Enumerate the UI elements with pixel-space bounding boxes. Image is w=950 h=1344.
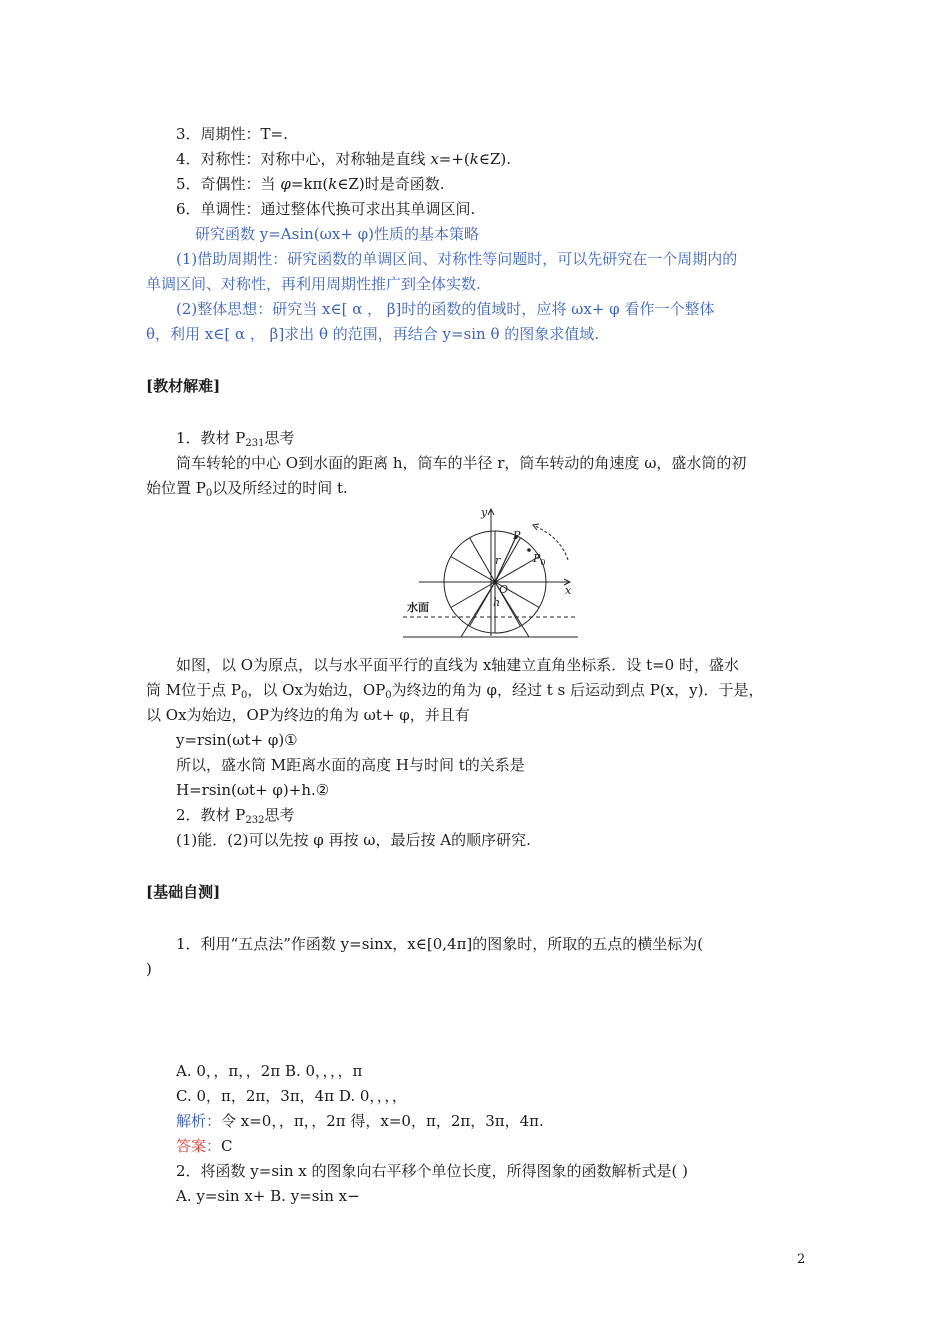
- waterwheel-text-2: 始位置 $P_0$以及所经过的时间 t.: [146, 479, 348, 499]
- point-p0: [527, 548, 531, 552]
- label-h: h: [493, 596, 501, 609]
- exercise-2-options-ab: A. y=sin x+ B. y=sin x−: [176, 1187, 360, 1205]
- label-o: O: [499, 583, 509, 596]
- label-p0: $P_0$: [533, 552, 546, 567]
- exercise-2: 2．将函数 y=sin x 的图象向右平移个单位长度，所得图象的函数解析式是( ): [176, 1162, 688, 1180]
- label-r: r: [495, 554, 501, 567]
- strategy-title: 研究函数 y=Asin(ωx+ φ)性质的基本策略: [195, 225, 480, 243]
- label-p: P: [513, 529, 521, 542]
- property-symmetry: 4．对称性：对称中心，对称轴是直线 x=+(k∈Z).: [176, 150, 512, 168]
- textbook-item-2: 2．教材 $P_{232}$思考: [176, 806, 295, 826]
- support-left: [461, 582, 495, 637]
- label-water: 水面: [407, 601, 429, 614]
- explanation-1: 如图，以 O为原点，以与水平面平行的直线为 x轴建立直角坐标系．设 t=0 时，盛水: [176, 656, 739, 674]
- explanation-3: 以 Ox为始边，OP为终边的角为 ωt+ φ，并且有: [146, 706, 470, 724]
- strategy-line-1: (1)借助周期性：研究函数的单调区间、对称性等问题时，可以先研究在一个周期内的: [176, 250, 738, 268]
- strategy-line-2: 单调区间、对称性，再利用周期性推广到全体实数.: [146, 275, 481, 293]
- formula-2: H=rsin(ωt+ φ)+h.②: [176, 781, 330, 799]
- waterwheel-text-1: 筒车转轮的中心 O到水面的距离 h，筒车的半径 r，筒车转动的角速度 ω，盛水筒的初: [176, 454, 747, 472]
- waterwheel-figure: [403, 504, 578, 642]
- exercise-1: 1．利用“五点法”作函数 y=sinx，x∈[0,4π]的图象时，所取的五点的横坐标为(: [176, 935, 704, 953]
- exercise-1-options-cd: C. 0，π，2π，3π，4π D. 0，，，，: [176, 1087, 407, 1105]
- property-monotonicity: 6．单调性：通过整体代换可求出其单调区间.: [176, 200, 476, 218]
- exercise-1-options-ab: A. 0，，π，，2π B. 0，，，，π: [176, 1062, 363, 1080]
- label-x: x: [565, 584, 572, 597]
- explanation-4: 所以，盛水筒 M距离水面的高度 H与时间 t的关系是: [176, 756, 525, 774]
- property-period: 3．周期性：T=.: [176, 125, 288, 143]
- section-header-textbook: [教材解难]: [146, 377, 221, 395]
- property-parity: 5．奇偶性：当 φ=kπ(k∈Z)时是奇函数.: [176, 175, 445, 193]
- label-y: y: [481, 506, 488, 519]
- exercise-1-end: ): [146, 960, 152, 978]
- formula-1: y=rsin(ωt+ φ)①: [176, 731, 298, 749]
- explanation-2: 筒 M位于点 $P_0$，以 Ox为始边，$OP_0$为终边的角为 φ，经过 t s 后运动到点 P(x，y)．于是，: [146, 681, 764, 701]
- strategy-line-4: θ，利用 x∈[ α ， β]求出 θ 的范围，再结合 y=sin θ 的图象求值域.: [146, 325, 600, 343]
- textbook-answer-2: (1)能．(2)可以先按 φ 再按 ω，最后按 A的顺序研究.: [176, 831, 531, 849]
- textbook-item-1: 1．教材 $P_{231}$思考: [176, 429, 295, 449]
- exercise-1-solution: 解析：令 x=0，，π，，2π 得，x=0，π，2π，3π，4π.: [176, 1112, 544, 1130]
- strategy-line-3: (2)整体思想：研究当 x∈[ α ， β]时的函数的值域时，应将 ωx+ φ 看作一个整体: [176, 300, 715, 318]
- exercise-1-answer: 答案：C: [176, 1137, 233, 1155]
- page-number: 2: [797, 1252, 806, 1267]
- section-header-selftest: [基础自测]: [146, 883, 221, 901]
